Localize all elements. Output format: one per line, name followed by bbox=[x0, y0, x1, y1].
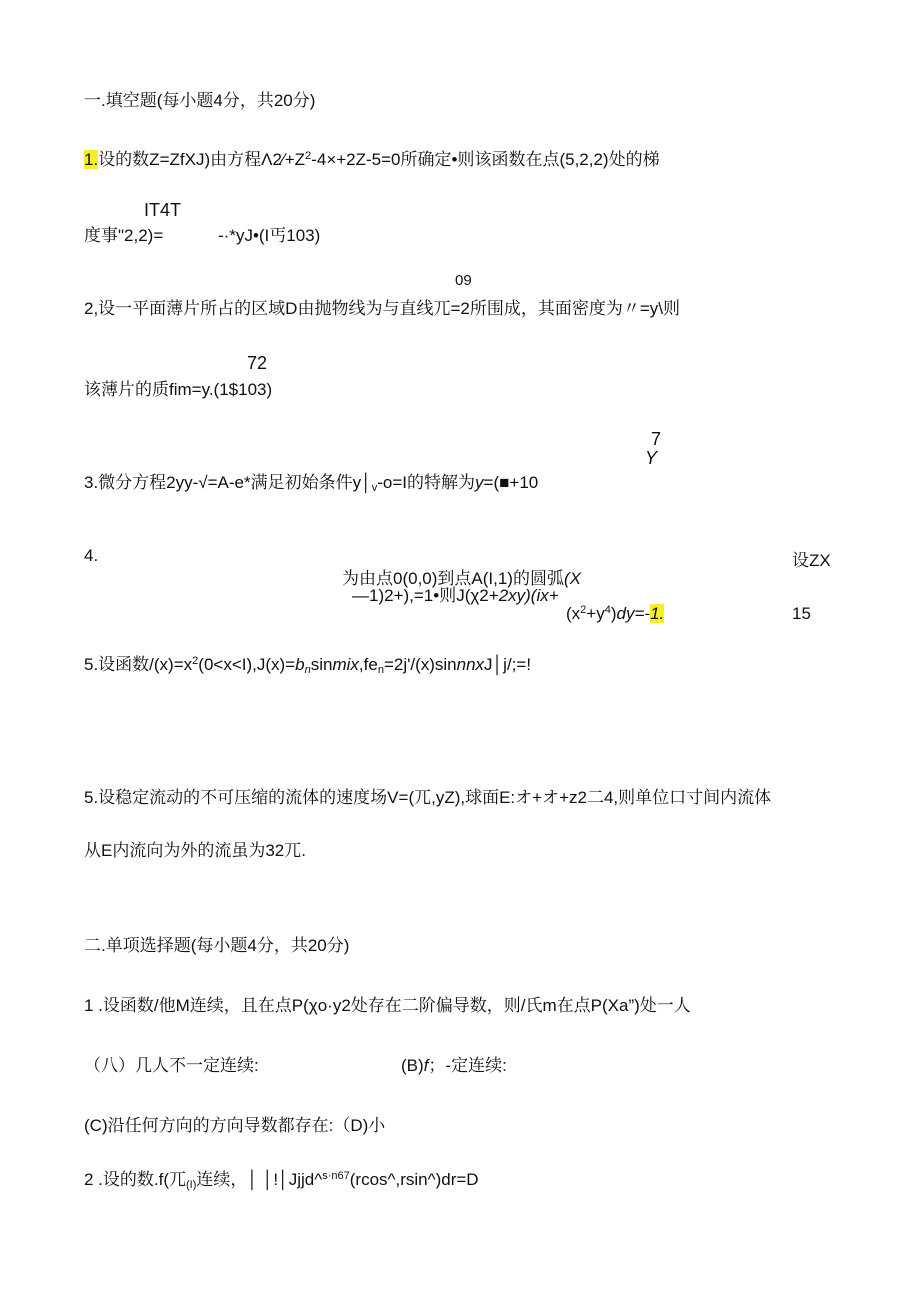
s2-q2-text-c: (rcos^,rsin^)dr=D bbox=[349, 1170, 479, 1189]
q5-superscript: 2 bbox=[192, 655, 199, 667]
q4-right-text: 设ZX bbox=[792, 551, 831, 570]
s2-q1-line: 1 .设函数/他M连续，且在点P(χo·y2处存在二阶偏导数，则/氏m在点P(Xa”)处一人 bbox=[84, 996, 691, 1015]
q1-above-text: IT4T bbox=[144, 200, 182, 220]
q4-line-1a: 为由点0(0,0)到点A(I,1)的圆弧 bbox=[342, 569, 564, 588]
s2-q1-option-b-label: (B) bbox=[401, 1056, 424, 1075]
q3-text-c: =(■+10 bbox=[483, 473, 539, 492]
q5-text-f: J│j/;=! bbox=[484, 655, 532, 674]
q5-text-a: 5.设函数/(x)=x bbox=[84, 655, 193, 674]
q4-line-3a: (x bbox=[566, 604, 581, 623]
q2-above-text: 09 bbox=[455, 272, 472, 289]
s2-q1-option-a: （八）几人不一定连续: bbox=[84, 1056, 259, 1075]
q1-text-b: -4×+2Z-5=0所确定•则该函数在点(5,2,2)处的梯 bbox=[311, 150, 660, 169]
q5-italic-nnx: nnx bbox=[456, 655, 485, 674]
q6-line-2: 从E内流向为外的流虽为32兀. bbox=[84, 841, 306, 860]
q5-text-d: ,fe bbox=[358, 655, 378, 674]
s2-q2-line bbox=[84, 1170, 479, 1191]
q4-line-2 bbox=[352, 587, 559, 604]
q3-above-b: Y bbox=[645, 448, 658, 468]
q4-number: 4. bbox=[84, 546, 99, 565]
q4-line-2b: 2xy)(ix+ bbox=[498, 586, 559, 605]
q1-superscript: 2 bbox=[305, 150, 312, 162]
q2-line-2: 该薄片的质fim=y.(1$103) bbox=[84, 380, 273, 399]
q4-line-3b: +y bbox=[586, 604, 605, 623]
q4-line-2a: —1)2+),=1•则J(χ2+ bbox=[352, 586, 499, 605]
q4-line-1b: (X bbox=[563, 569, 581, 588]
q1-number-highlight: 1. bbox=[84, 150, 99, 169]
s2-q1-option-b bbox=[401, 1057, 507, 1074]
q2-line: 2,设一平面薄片所占的区域D由抛物线为与直线兀=2所围成，其面密度为〃=y\则 bbox=[84, 299, 680, 318]
q5-line bbox=[84, 655, 532, 676]
q3-line bbox=[84, 473, 539, 494]
q4-line-1 bbox=[342, 570, 581, 587]
section2-heading: 二.单项选择题(每小题4分，共20分) bbox=[84, 936, 350, 955]
q5-italic-mix: mix bbox=[332, 655, 359, 674]
s2-q2-text-a: 2 .设的数.f(兀 bbox=[84, 1170, 187, 1189]
s2-q2-superscript: s·n67 bbox=[322, 1170, 350, 1182]
q3-italic-y: y bbox=[475, 473, 484, 492]
s2-q1-option-b-text: ；-定连续: bbox=[428, 1056, 507, 1075]
q4-line-3c: ) bbox=[610, 604, 617, 623]
q4-answer-highlight: 1. bbox=[650, 604, 665, 623]
q6-line-1: 5.设稳定流动的不可压缩的流体的速度场V=(兀,yZ),球面E:オ+オ+z2二4,则单位口寸间内流体 bbox=[84, 788, 772, 807]
q3-text-b: -o=I的特解为 bbox=[377, 473, 476, 492]
q4-line-3d: dy=- bbox=[616, 604, 651, 623]
s2-q2-text-b: 连续，│ │!│Jjjd^ bbox=[196, 1170, 323, 1189]
q4-line-3 bbox=[566, 605, 664, 622]
s2-q1-options-cd: (C)沿任何方向的方向导数都存在:（D)小 bbox=[84, 1116, 386, 1135]
q1-text-a: 设的数Z=ZfXJ)由方程Λ2∕+Z bbox=[98, 150, 306, 169]
q5-text-b: (0<x<I),J(x)= bbox=[198, 655, 296, 674]
q4-right-text-2: 15 bbox=[792, 604, 811, 623]
q1-answer-label: 度事"2,2)= bbox=[84, 226, 164, 245]
q3-above-a: 7 bbox=[651, 429, 662, 449]
q5-subscript-1: n bbox=[304, 664, 311, 676]
s2-q2-subscript: (I) bbox=[186, 1179, 197, 1191]
q5-text-c: sin bbox=[310, 655, 333, 674]
q1-line bbox=[84, 151, 660, 168]
q4-sup-2: 4 bbox=[604, 604, 611, 616]
q2-above-text-2: 72 bbox=[247, 353, 268, 373]
q3-subscript: v bbox=[371, 482, 378, 494]
q5-italic-b: b bbox=[295, 655, 305, 674]
s2-q1-option-b-italic: f bbox=[423, 1056, 429, 1075]
q4-sup-1: 2 bbox=[580, 604, 587, 616]
q3-text-a: 3.微分方程2yy-√=A-e*满足初始条件y│ bbox=[84, 473, 372, 492]
q5-subscript-2: n bbox=[377, 664, 384, 676]
q1-answer-value: -·*yJ•(I丐103) bbox=[218, 226, 321, 245]
q5-text-e: =2j'/(x)sin bbox=[383, 655, 457, 674]
section1-heading: 一.填空题(每小题4分，共20分) bbox=[84, 91, 316, 110]
